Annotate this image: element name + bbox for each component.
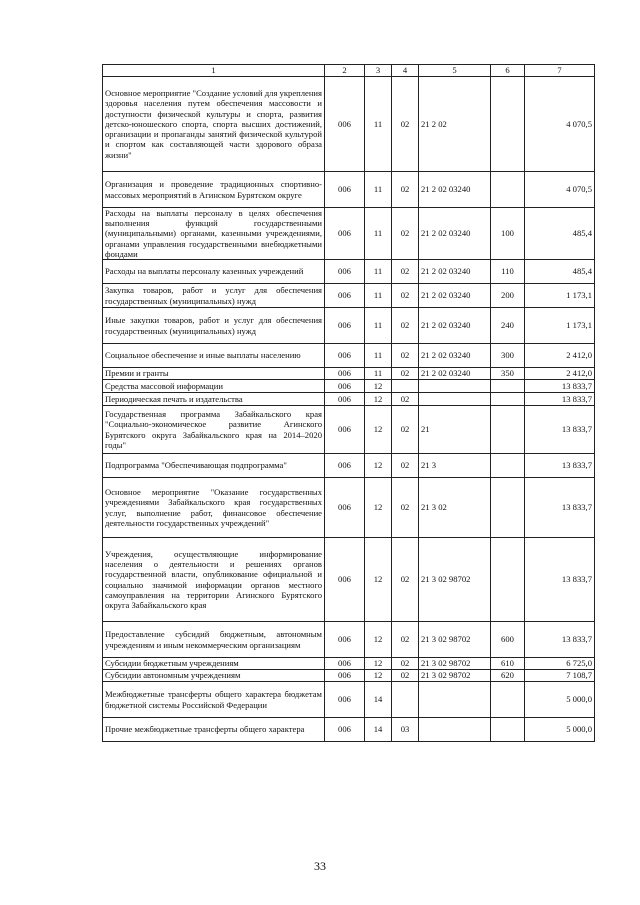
row-csr-cell: 21 2 02 03240: [419, 368, 491, 380]
row-csr-cell: 21: [419, 406, 491, 454]
row-grbs-cell: 006: [325, 658, 365, 670]
row-csr-cell: 21 3 02: [419, 478, 491, 538]
row-vr-cell: [491, 478, 525, 538]
row-grbs-cell: 006: [325, 208, 365, 260]
row-rz-cell: 12: [365, 622, 392, 658]
row-pr-cell: 02: [392, 670, 419, 682]
row-pr-cell: 02: [392, 344, 419, 368]
table-row: [103, 368, 595, 380]
row-pr-cell: [392, 682, 419, 718]
row-vr-cell: 600: [491, 622, 525, 658]
row-vr-cell: 240: [491, 308, 525, 344]
row-csr-cell: 21 2 02 03240: [419, 344, 491, 368]
row-pr-cell: 02: [392, 622, 419, 658]
table-row: [103, 622, 595, 658]
row-grbs-cell: 006: [325, 260, 365, 284]
row-grbs-cell: 006: [325, 172, 365, 208]
row-csr-cell: 21 3: [419, 454, 491, 478]
row-grbs-cell: 006: [325, 670, 365, 682]
row-grbs-cell: 006: [325, 344, 365, 368]
row-grbs-cell: 006: [325, 622, 365, 658]
row-name-cell: Расходы на выплаты персоналу в целях обеспечения выполнения функций государственными (муниципальными) органами, казенными учреждениями, органами управления государственными внебюджетными фондами: [103, 208, 325, 260]
row-pr-cell: 02: [392, 393, 419, 406]
col-header-5: 5: [419, 65, 491, 77]
row-grbs-cell: 006: [325, 454, 365, 478]
row-csr-cell: 21 3 02 98702: [419, 622, 491, 658]
row-rz-cell: 11: [365, 172, 392, 208]
row-vr-cell: 620: [491, 670, 525, 682]
row-rz-cell: 12: [365, 406, 392, 454]
row-vr-cell: [491, 393, 525, 406]
row-name-cell: Межбюджетные трансферты общего характера бюджетам бюджетной системы Российской Федерации: [103, 682, 325, 718]
row-csr-cell: 21 3 02 98702: [419, 658, 491, 670]
table-header-row: [103, 65, 595, 77]
row-pr-cell: 02: [392, 208, 419, 260]
table-row: [103, 344, 595, 368]
row-sum-cell: 5 000,0: [525, 682, 595, 718]
row-pr-cell: 02: [392, 308, 419, 344]
table-row: [103, 670, 595, 682]
row-pr-cell: 02: [392, 260, 419, 284]
row-pr-cell: 02: [392, 538, 419, 622]
col-header-6: 6: [491, 65, 525, 77]
row-rz-cell: 12: [365, 393, 392, 406]
row-sum-cell: 13 833,7: [525, 406, 595, 454]
row-vr-cell: [491, 380, 525, 393]
row-rz-cell: 12: [365, 478, 392, 538]
row-pr-cell: 02: [392, 406, 419, 454]
row-grbs-cell: 006: [325, 406, 365, 454]
row-name-cell: Субсидии автономным учреждениям: [103, 670, 325, 682]
row-rz-cell: 14: [365, 682, 392, 718]
row-sum-cell: 2 412,0: [525, 344, 595, 368]
table-row: [103, 718, 595, 742]
table-row: [103, 172, 595, 208]
budget-table: [102, 64, 595, 742]
row-pr-cell: 02: [392, 454, 419, 478]
row-grbs-cell: 006: [325, 682, 365, 718]
row-sum-cell: 13 833,7: [525, 454, 595, 478]
row-rz-cell: 12: [365, 670, 392, 682]
row-rz-cell: 11: [365, 308, 392, 344]
row-grbs-cell: 006: [325, 478, 365, 538]
row-name-cell: Закупка товаров, работ и услуг для обеспечения государственных (муниципальных) нужд: [103, 284, 325, 308]
table-row: [103, 658, 595, 670]
row-rz-cell: 11: [365, 260, 392, 284]
row-name-cell: Периодическая печать и издательства: [103, 393, 325, 406]
row-csr-cell: [419, 682, 491, 718]
table-row: [103, 478, 595, 538]
row-sum-cell: 13 833,7: [525, 622, 595, 658]
row-vr-cell: 350: [491, 368, 525, 380]
row-pr-cell: 02: [392, 658, 419, 670]
row-rz-cell: 14: [365, 718, 392, 742]
col-header-2: 2: [325, 65, 365, 77]
row-name-cell: Субсидии бюджетным учреждениям: [103, 658, 325, 670]
row-vr-cell: 110: [491, 260, 525, 284]
row-name-cell: Учреждения, осуществляющие информирование населения о деятельности и решениях органов государственной власти, опубликование официальной и социально значимой информации органов местного самоуправления на территории Агинского Бурятского округа Забайкальского края: [103, 538, 325, 622]
row-csr-cell: 21 2 02 03240: [419, 172, 491, 208]
row-pr-cell: 02: [392, 368, 419, 380]
row-csr-cell: 21 2 02 03240: [419, 260, 491, 284]
row-rz-cell: 11: [365, 368, 392, 380]
col-header-1: 1: [103, 65, 325, 77]
row-csr-cell: 21 3 02 98702: [419, 538, 491, 622]
col-header-3: 3: [365, 65, 392, 77]
row-pr-cell: 02: [392, 478, 419, 538]
row-grbs-cell: 006: [325, 538, 365, 622]
row-vr-cell: [491, 172, 525, 208]
row-sum-cell: 7 108,7: [525, 670, 595, 682]
row-sum-cell: 4 070,5: [525, 172, 595, 208]
row-name-cell: Расходы на выплаты персоналу казенных учреждений: [103, 260, 325, 284]
row-rz-cell: 12: [365, 380, 392, 393]
row-rz-cell: 12: [365, 538, 392, 622]
row-name-cell: Прочие межбюджетные трансферты общего характера: [103, 718, 325, 742]
row-grbs-cell: 006: [325, 380, 365, 393]
row-sum-cell: 2 412,0: [525, 368, 595, 380]
row-rz-cell: 12: [365, 658, 392, 670]
row-vr-cell: [491, 718, 525, 742]
row-sum-cell: 6 725,0: [525, 658, 595, 670]
row-name-cell: Иные закупки товаров, работ и услуг для обеспечения государственных (муниципальных) нужд: [103, 308, 325, 344]
row-pr-cell: 02: [392, 284, 419, 308]
table-row: [103, 380, 595, 393]
row-vr-cell: 100: [491, 208, 525, 260]
row-name-cell: Премии и гранты: [103, 368, 325, 380]
row-name-cell: Средства массовой информации: [103, 380, 325, 393]
table-row: [103, 260, 595, 284]
row-vr-cell: [491, 682, 525, 718]
row-name-cell: Подпрограмма "Обеспечивающая подпрограмма": [103, 454, 325, 478]
row-csr-cell: 21 2 02 03240: [419, 208, 491, 260]
row-sum-cell: 1 173,1: [525, 284, 595, 308]
row-sum-cell: 1 173,1: [525, 308, 595, 344]
row-sum-cell: 13 833,7: [525, 393, 595, 406]
table-row: [103, 538, 595, 622]
table-row: [103, 77, 595, 172]
row-sum-cell: 13 833,7: [525, 538, 595, 622]
row-pr-cell: 03: [392, 718, 419, 742]
row-name-cell: Предоставление субсидий бюджетным, автономным учреждениям и иным некоммерческим организациям: [103, 622, 325, 658]
row-rz-cell: 12: [365, 454, 392, 478]
row-sum-cell: 5 000,0: [525, 718, 595, 742]
row-grbs-cell: 006: [325, 284, 365, 308]
table-row: [103, 393, 595, 406]
row-name-cell: Основное мероприятие "Оказание государственных учреждениями Забайкальского края государственных услуг, выполнение работ, финансовое обеспечение деятельности государственных учреждений": [103, 478, 325, 538]
table-row: [103, 682, 595, 718]
row-vr-cell: 200: [491, 284, 525, 308]
row-pr-cell: 02: [392, 77, 419, 172]
row-vr-cell: 610: [491, 658, 525, 670]
row-rz-cell: 11: [365, 208, 392, 260]
row-csr-cell: 21 3 02 98702: [419, 670, 491, 682]
row-sum-cell: 485,4: [525, 260, 595, 284]
row-vr-cell: [491, 454, 525, 478]
row-csr-cell: 21 2 02 03240: [419, 308, 491, 344]
row-grbs-cell: 006: [325, 718, 365, 742]
row-grbs-cell: 006: [325, 393, 365, 406]
col-header-7: 7: [525, 65, 595, 77]
row-grbs-cell: 006: [325, 308, 365, 344]
row-vr-cell: 300: [491, 344, 525, 368]
table-row: [103, 308, 595, 344]
row-csr-cell: 21 2 02 03240: [419, 284, 491, 308]
table-row: [103, 284, 595, 308]
row-name-cell: Государственная программа Забайкальского края "Социально-экономическое развитие Агинского Бурятского округа Забайкальского края на 2014–2020 годы": [103, 406, 325, 454]
row-name-cell: Основное мероприятие "Создание условий для укрепления здоровья населения путем обеспечения массовости и доступности физической культуры и спорта, развития детско-юношеского спорта, спорта высших достижений, организации и пропаганды занятий физической культурой и спортом как составляющей части здорового образа жизни": [103, 77, 325, 172]
col-header-4: 4: [392, 65, 419, 77]
row-pr-cell: [392, 380, 419, 393]
row-rz-cell: 11: [365, 284, 392, 308]
row-sum-cell: 4 070,5: [525, 77, 595, 172]
table-row: [103, 454, 595, 478]
row-sum-cell: 485,4: [525, 208, 595, 260]
row-vr-cell: [491, 538, 525, 622]
row-name-cell: Организация и проведение традиционных спортивно-массовых мероприятий в Агинском Бурятском округе: [103, 172, 325, 208]
row-grbs-cell: 006: [325, 77, 365, 172]
row-name-cell: Социальное обеспечение и иные выплаты населению: [103, 344, 325, 368]
row-sum-cell: 13 833,7: [525, 380, 595, 393]
row-csr-cell: [419, 380, 491, 393]
row-sum-cell: 13 833,7: [525, 478, 595, 538]
table-row: [103, 406, 595, 454]
row-csr-cell: [419, 718, 491, 742]
row-rz-cell: 11: [365, 77, 392, 172]
row-vr-cell: [491, 77, 525, 172]
row-vr-cell: [491, 406, 525, 454]
row-csr-cell: [419, 393, 491, 406]
row-pr-cell: 02: [392, 172, 419, 208]
row-grbs-cell: 006: [325, 368, 365, 380]
row-rz-cell: 11: [365, 344, 392, 368]
row-csr-cell: 21 2 02: [419, 77, 491, 172]
page-number: 33: [314, 859, 326, 873]
table-row: [103, 208, 595, 260]
